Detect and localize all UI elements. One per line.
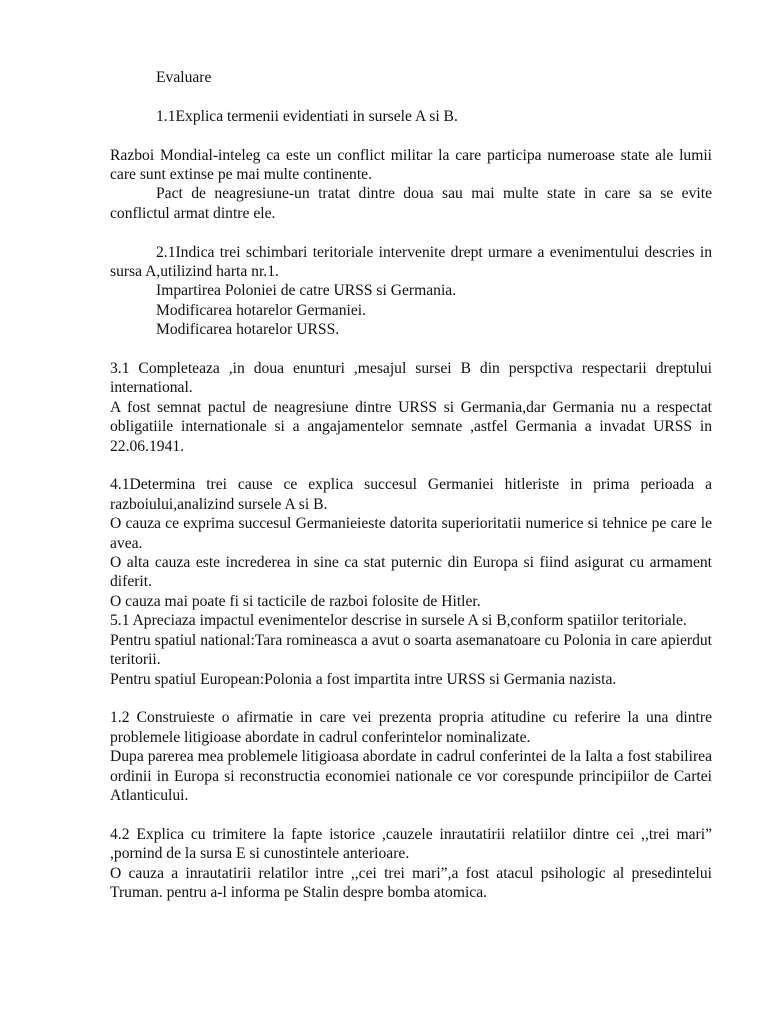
answer-4-1-cause: O cauza ce exprima succesul Germanieieste datorita superioritatii numerice si tehnice pe care le avea.: [110, 515, 712, 552]
spacer: [110, 223, 712, 242]
document-title: Evaluare: [156, 69, 212, 86]
answer-4-2: O cauza a inrautatirii relatilor intre ,,cei trei mari”,a fost atacul psihologic al presedintelui Truman. pentru a-l informa pe Stalin despre bomba atomica.: [110, 864, 712, 901]
document-page: [110, 68, 712, 902]
question-1-2: 1.2 Construieste o afirmatie in care vei prezenta propria atitudine cu referire la una dintre problemele litigioase abordate in cadrul conferintelor nominalizate.: [110, 709, 712, 746]
answer-1-1-war: Razboi Mondial-inteleg ca este un conflict militar la care participa numeroase state ale lumii care sunt extinse pe mai multe continente.: [110, 146, 712, 183]
question-1-1: 1.1Explica termenii evidentiati in sursele A si B.: [156, 107, 458, 125]
answer-2-1-item: Modificarea hotarelor URSS.: [156, 321, 340, 339]
spacer: [110, 689, 712, 708]
spacer: [110, 805, 712, 824]
question-5-1: 5.1 Apreciaza impactul evenimentelor descrise in sursele A si B,conform spatiilor teritoriale.: [110, 612, 687, 630]
answer-3-1: A fost semnat pactul de neagresiune dintre URSS si Germania,dar Germania nu a respectat obligatiile internationale si a angajamentelor semnate ,astfel Germania a invadat URSS in 22.06.1941.: [110, 398, 712, 455]
answer-2-1-item: Modificarea hotarelor Germaniei.: [156, 301, 366, 319]
answer-1-2: Dupa parerea mea problemele litigioasa abordate in cadrul conferintei de la Ialta a fost stabilirea ordinii in Europa si reconstructia economiei nationale ce vor corespunde principiilor de Cartei Atlanticului.: [110, 748, 712, 804]
answer-5-1-european: Pentru spatiul European:Polonia a fost impartita intre URSS si Germania nazista.: [110, 670, 617, 688]
answer-4-1-cause: O alta cauza este increderea in sine ca stat puternic din Europa si fiind asigurat cu armament diferit.: [110, 554, 712, 591]
answer-4-1-cause: O cauza mai poate fi si tacticile de razboi folosite de Hitler.: [110, 592, 481, 610]
question-4-1: 4.1Determina trei cause ce explica succesul Germaniei hitleriste in prima perioada a razboiului,analizind sursele A si B.: [110, 476, 712, 513]
answer-1-1-pact: Pact de neagresiune-un tratat dintre doua sau mai multe state in care sa se evite conflictul armat dintre ele.: [110, 185, 712, 222]
spacer: [110, 456, 712, 475]
spacer: [110, 126, 712, 145]
question-2-1: 2.1Indica trei schimbari teritoriale intervenite drept urmare a evenimentului descries in sursa A,utilizind harta nr.1.: [110, 243, 712, 281]
spacer: [110, 340, 712, 359]
spacer: [110, 87, 712, 106]
answer-2-1-item: Impartirea Poloniei de catre URSS si Germania.: [156, 282, 457, 300]
question-3-1: 3.1 Completeaza ,in doua enunturi ,mesajul sursei B din perspctiva respectarii dreptului international.: [110, 360, 712, 397]
answer-5-1-national: Pentru spatiul national:Tara romineasca a avut o soarta asemanatoare cu Polonia in care apierdut teritorii.: [110, 631, 712, 669]
question-4-2: 4.2 Explica cu trimitere la fapte istorice ,cauzele inrautatirii relatiilor dintre cei ,,trei mari” ,pornind de la sursa E si cunostintele anterioare.: [110, 825, 712, 863]
